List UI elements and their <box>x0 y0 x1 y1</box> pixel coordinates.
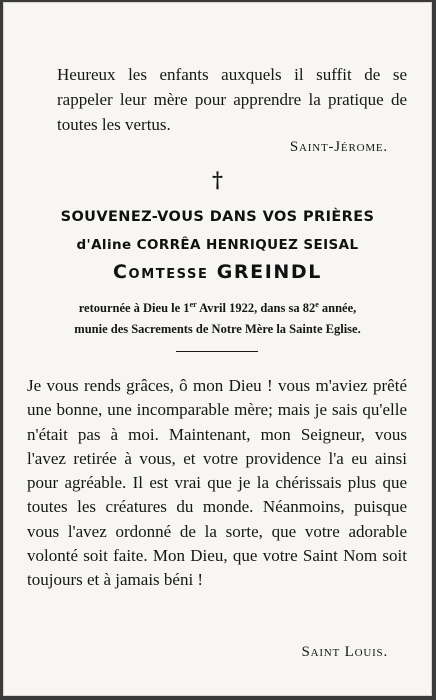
epigraph-quote: Heureux les enfants auxquels il suffit de se rappeler leur mère pour apprendre la pratique de toutes les vertus. <box>57 65 407 134</box>
ordinal-er: er <box>189 300 197 309</box>
divider-rule <box>176 351 258 352</box>
prayer-text: Je vous rends grâces, ô mon Dieu ! vous m'aviez prêté une bonne, une incomparable mère; mais je sais qu'elle n'était pas à moi. Maintenant, mon Seigneur, vous l'avez retirée à vous, et votre providence l'a eu ainsi pour agréable. Il est vrai que je la chérissais plus que toutes les créatures du monde. Néanmoins, puisque vous l'avez ordonné de la sorte, que votre adorable volonté soit faite. Mon Dieu, que votre Saint Nom soit toujours et à jamais béni ! <box>27 376 407 590</box>
epigraph-author: Saint-Jérome. <box>289 139 388 155</box>
deceased-title: Comtesse GREINDL <box>113 261 322 283</box>
death-date-part-3: année, <box>318 301 357 316</box>
death-date-part-1: retournée à Dieu le 1 <box>78 301 190 316</box>
death-date-line <box>3 300 432 316</box>
name-prefix: d'Aline <box>76 237 132 253</box>
ordinal-e: e <box>315 300 319 309</box>
sacraments-line: munie des Sacrements de Notre Mère la Sainte Eglise. <box>74 322 361 336</box>
death-date-part-2: Avril 1922, dans sa 82 <box>196 301 316 316</box>
family-names: CORRÊA HENRIQUEZ SEISAL <box>136 237 359 253</box>
deceased-maiden-name <box>3 237 432 253</box>
cross-icon: † <box>212 167 223 192</box>
remembrance-heading: SOUVENEZ-VOUS DANS VOS PRIÈRES <box>60 209 375 225</box>
prayer-author: Saint Louis. <box>301 644 388 660</box>
memorial-card <box>3 2 432 696</box>
